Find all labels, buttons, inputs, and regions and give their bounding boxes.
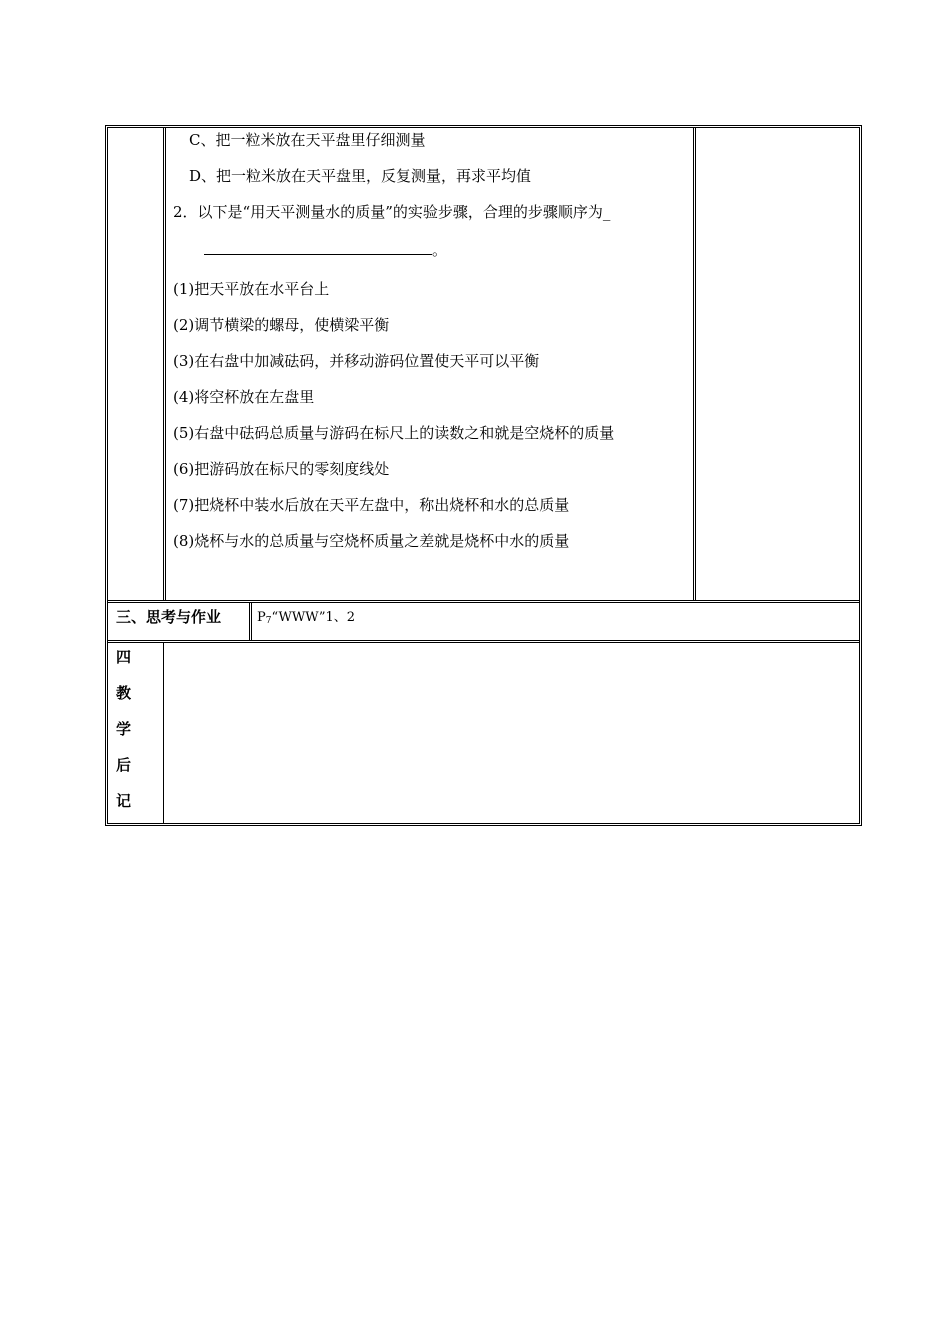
notes-label-char-2: 教 xyxy=(116,684,132,702)
notes-area[interactable] xyxy=(165,644,859,823)
step-8: (8)烧杯与水的总质量与空烧杯质量之差就是烧杯中水的质量 xyxy=(173,532,570,550)
notes-divider xyxy=(163,642,164,824)
homework-content xyxy=(257,608,355,631)
step-7: (7)把烧杯中装水后放在天平左盘中，称出烧杯和水的总质量 xyxy=(173,496,570,514)
step-3: (3)在右盘中加减砝码，并移动游码位置使天平可以平衡 xyxy=(173,352,540,370)
question-2-text: 2．以下是“用天平测量水的质量”的实验步骤，合理的步骤顺序为 xyxy=(173,203,603,221)
homework-divider xyxy=(249,602,250,641)
homework-label: 三、思考与作业 xyxy=(116,608,222,626)
question-2-answer-line xyxy=(204,240,447,260)
row-divider-1b xyxy=(107,602,860,603)
question-2-underscore: _ xyxy=(602,203,611,221)
notes-label-char-5: 记 xyxy=(116,792,132,810)
col-divider-left xyxy=(163,127,164,601)
col-divider-right xyxy=(693,127,694,601)
homework-divider-2 xyxy=(251,602,252,641)
col-divider-left-2 xyxy=(165,127,166,601)
option-c: C、把一粒米放在天平盘里仔细测量 xyxy=(189,131,426,149)
step-4: (4)将空杯放在左盘里 xyxy=(173,388,315,406)
homework-sub: 7 xyxy=(265,616,272,626)
row-divider-2b xyxy=(107,642,860,643)
option-d: D、把一粒米放在天平盘里，反复测量，再求平均值 xyxy=(189,167,532,185)
row-divider-2a xyxy=(107,640,860,641)
col-divider-right-2 xyxy=(695,127,696,601)
homework-text: “WWW”1、2 xyxy=(271,610,356,625)
notes-label-char-3: 学 xyxy=(116,720,132,738)
row-divider-1a xyxy=(107,600,860,601)
question-2 xyxy=(173,202,610,222)
answer-blank[interactable] xyxy=(204,240,432,255)
question-2-end: 。 xyxy=(432,241,448,259)
step-5: (5)右盘中砝码总质量与游码在标尺上的读数之和就是空烧杯的质量 xyxy=(173,424,615,442)
step-2: (2)调节横梁的螺母，使横梁平衡 xyxy=(173,316,390,334)
step-1: (1)把天平放在水平台上 xyxy=(173,280,330,298)
notes-label-char-4: 后 xyxy=(116,756,132,774)
homework-p: P xyxy=(257,610,266,625)
step-6: (6)把游码放在标尺的零刻度线处 xyxy=(173,460,390,478)
notes-label-char-1: 四 xyxy=(116,648,132,666)
